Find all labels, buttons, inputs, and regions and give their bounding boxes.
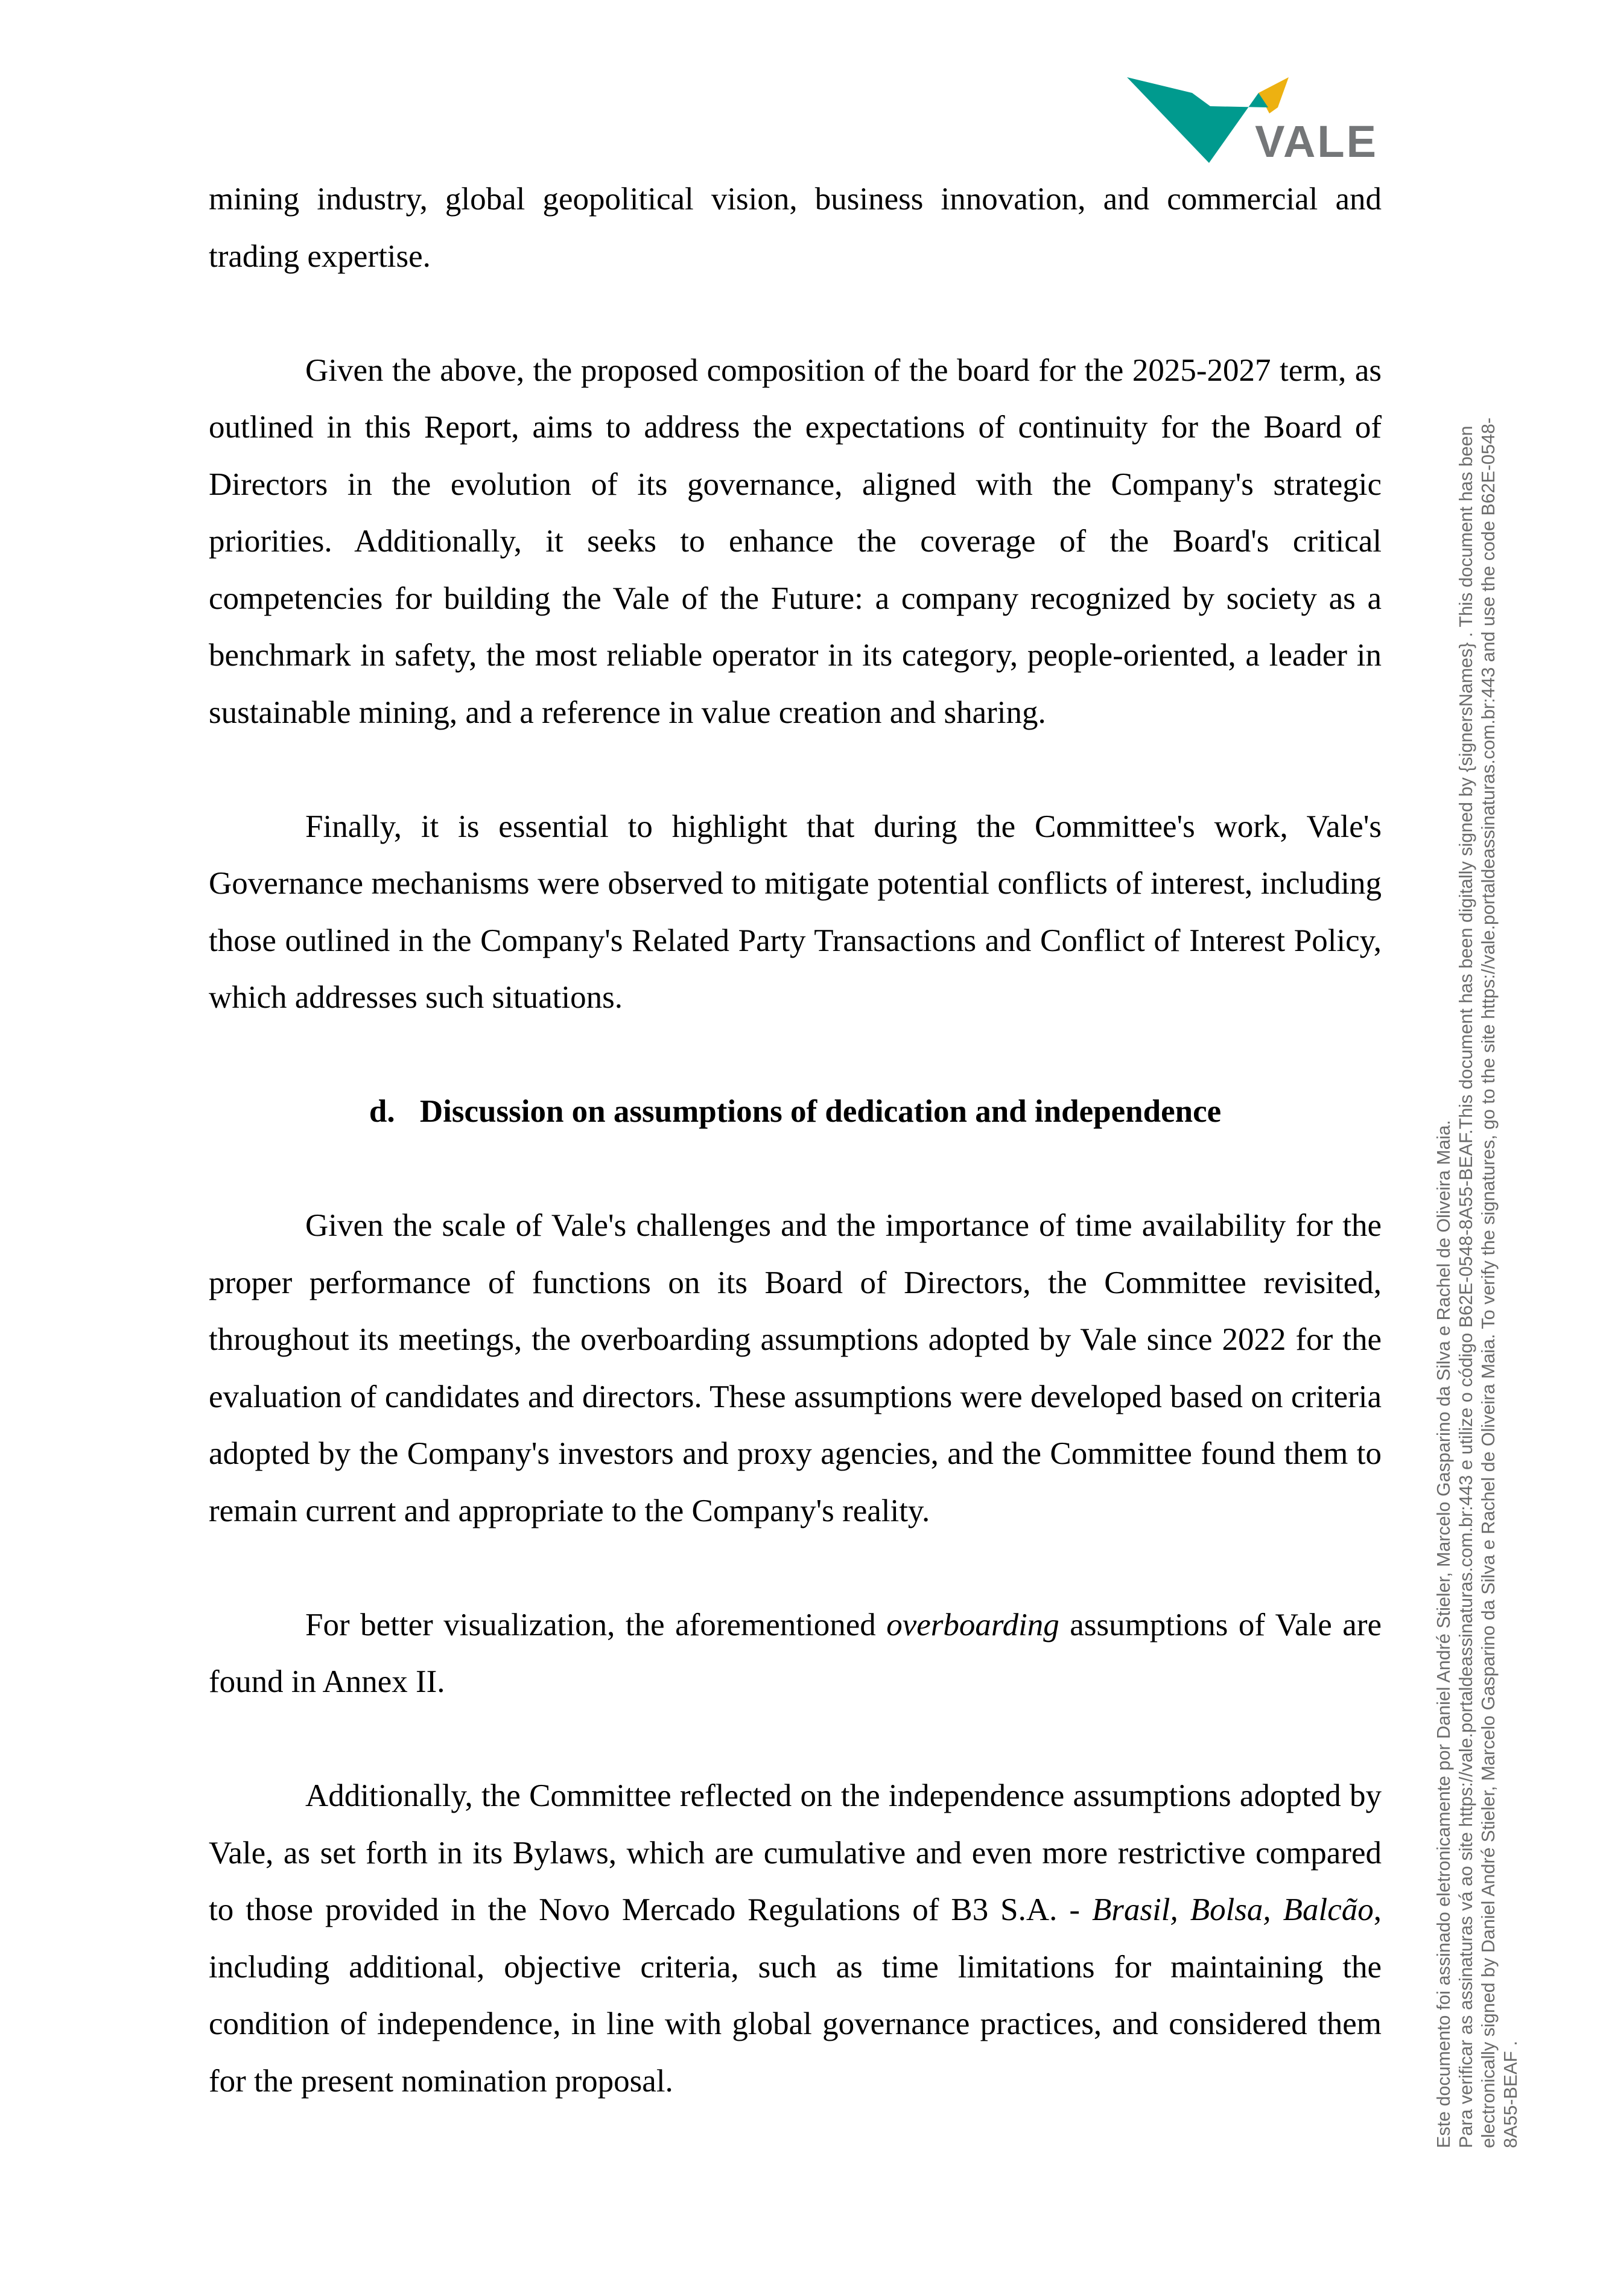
paragraph-gap <box>209 741 1382 798</box>
paragraph-gap <box>209 1026 1382 1084</box>
paragraph-5 <box>209 1597 1382 1711</box>
paragraph-4: Given the scale of Vale's challenges and the importance of time availability for the proper performance of functions on its Board of Directors, the Committee revisited, throughout its meetings, the overboarding assumptions adopted by Vale since 2022 for the evaluation of candidates and directors. These assumptions were developed based on criteria adopted by the Company's investors and proxy agencies, and the Committee found them to remain current and appropriate to the Company's reality. <box>209 1208 1382 1528</box>
paragraph-5-text-b: assumptions of Vale are found in Annex II. <box>209 1607 1382 1699</box>
paragraph-6-text-a: Additionally, the Committee reflected on the independence assumptions adopted by Vale, as set forth in its Bylaws, which are cumulative and even more restrictive compared to those provided in the Novo Mercado Regulations of B3 S.A. - <box>209 1778 1382 1927</box>
logo-gold-wing <box>1258 77 1289 113</box>
section-number: d. <box>369 1094 395 1129</box>
paragraph-5-italic: overboarding <box>886 1607 1059 1642</box>
paragraph-gap <box>209 285 1382 342</box>
signature-notice-line-4: 8A55-BEAF . <box>1500 2041 1521 2148</box>
signature-notice-line-3: electronically signed by Daniel André Stieler, Marcelo Gasparino da Silva e Rachel de Oliveira Maia. To verify the signatures, go to the site https://vale.portaldeassinaturas.com.br:443 and use the code B62E-0548- <box>1478 417 1499 2148</box>
paragraph-1: mining industry, global geopolitical vision, business innovation, and commercial and trading expertise. <box>209 182 1382 274</box>
paragraph-gap <box>209 1140 1382 1198</box>
paragraph-5-text-a: For better visualization, the aforementioned <box>305 1607 887 1642</box>
signature-notice <box>1433 54 1522 2148</box>
section-title: Discussion on assumptions of dedication and independence <box>419 1094 1222 1129</box>
paragraph-gap <box>209 1539 1382 1597</box>
section-heading-d <box>209 1083 1382 1140</box>
paragraph-2: Given the above, the proposed composition of the board for the 2025-2027 term, as outlined in this Report, aims to address the expectations of continuity for the Board of Directors in the evolution of its governance, aligned with the Company's strategic priorities. Additionally, it seeks to enhance the coverage of the Board's critical competencies for building the Vale of the Future: a company recognized by society as a benchmark in safety, the most reliable operator in its category, people-oriented, a leader in sustainable mining, and a reference in value creation and sharing. <box>209 352 1382 730</box>
paragraph-6 <box>209 1767 1382 2110</box>
signature-notice-line-1: Este documento foi assinado eletronicamente por Daniel André Stieler, Marcelo Gasparino da Silva e Rachel de Oliveira Maia. <box>1433 1120 1454 2148</box>
logo-teal-v <box>1127 77 1268 163</box>
vale-logo <box>1127 71 1380 174</box>
paragraph-6-italic: Brasil, Bolsa, Balcão <box>1091 1892 1374 1927</box>
paragraph-gap <box>209 1711 1382 1768</box>
logo-wordmark: VALE <box>1255 116 1378 167</box>
paragraph-6-text-b: , including additional, objective criteria, such as time limitations for maintaining the condition of independence, in line with global governance practices, and considered them for the present nomination proposal. <box>209 1892 1382 2099</box>
signature-notice-line-2: Para verificar as assinaturas vá ao site https://vale.portaldeassinaturas.com.br:443 e utilize o código B62E-0548-8A55-BEAF.This document has been digitally signed by {signersNames} . This document has been <box>1456 425 1476 2148</box>
document-body <box>209 171 1382 2110</box>
paragraph-3: Finally, it is essential to highlight that during the Committee's work, Vale's Governance mechanisms were observed to mitigate potential conflicts of interest, including those outlined in the Company's Related Party Transactions and Conflict of Interest Policy, which addresses such situations. <box>209 809 1382 1015</box>
vale-logo-graphic <box>1127 71 1380 174</box>
